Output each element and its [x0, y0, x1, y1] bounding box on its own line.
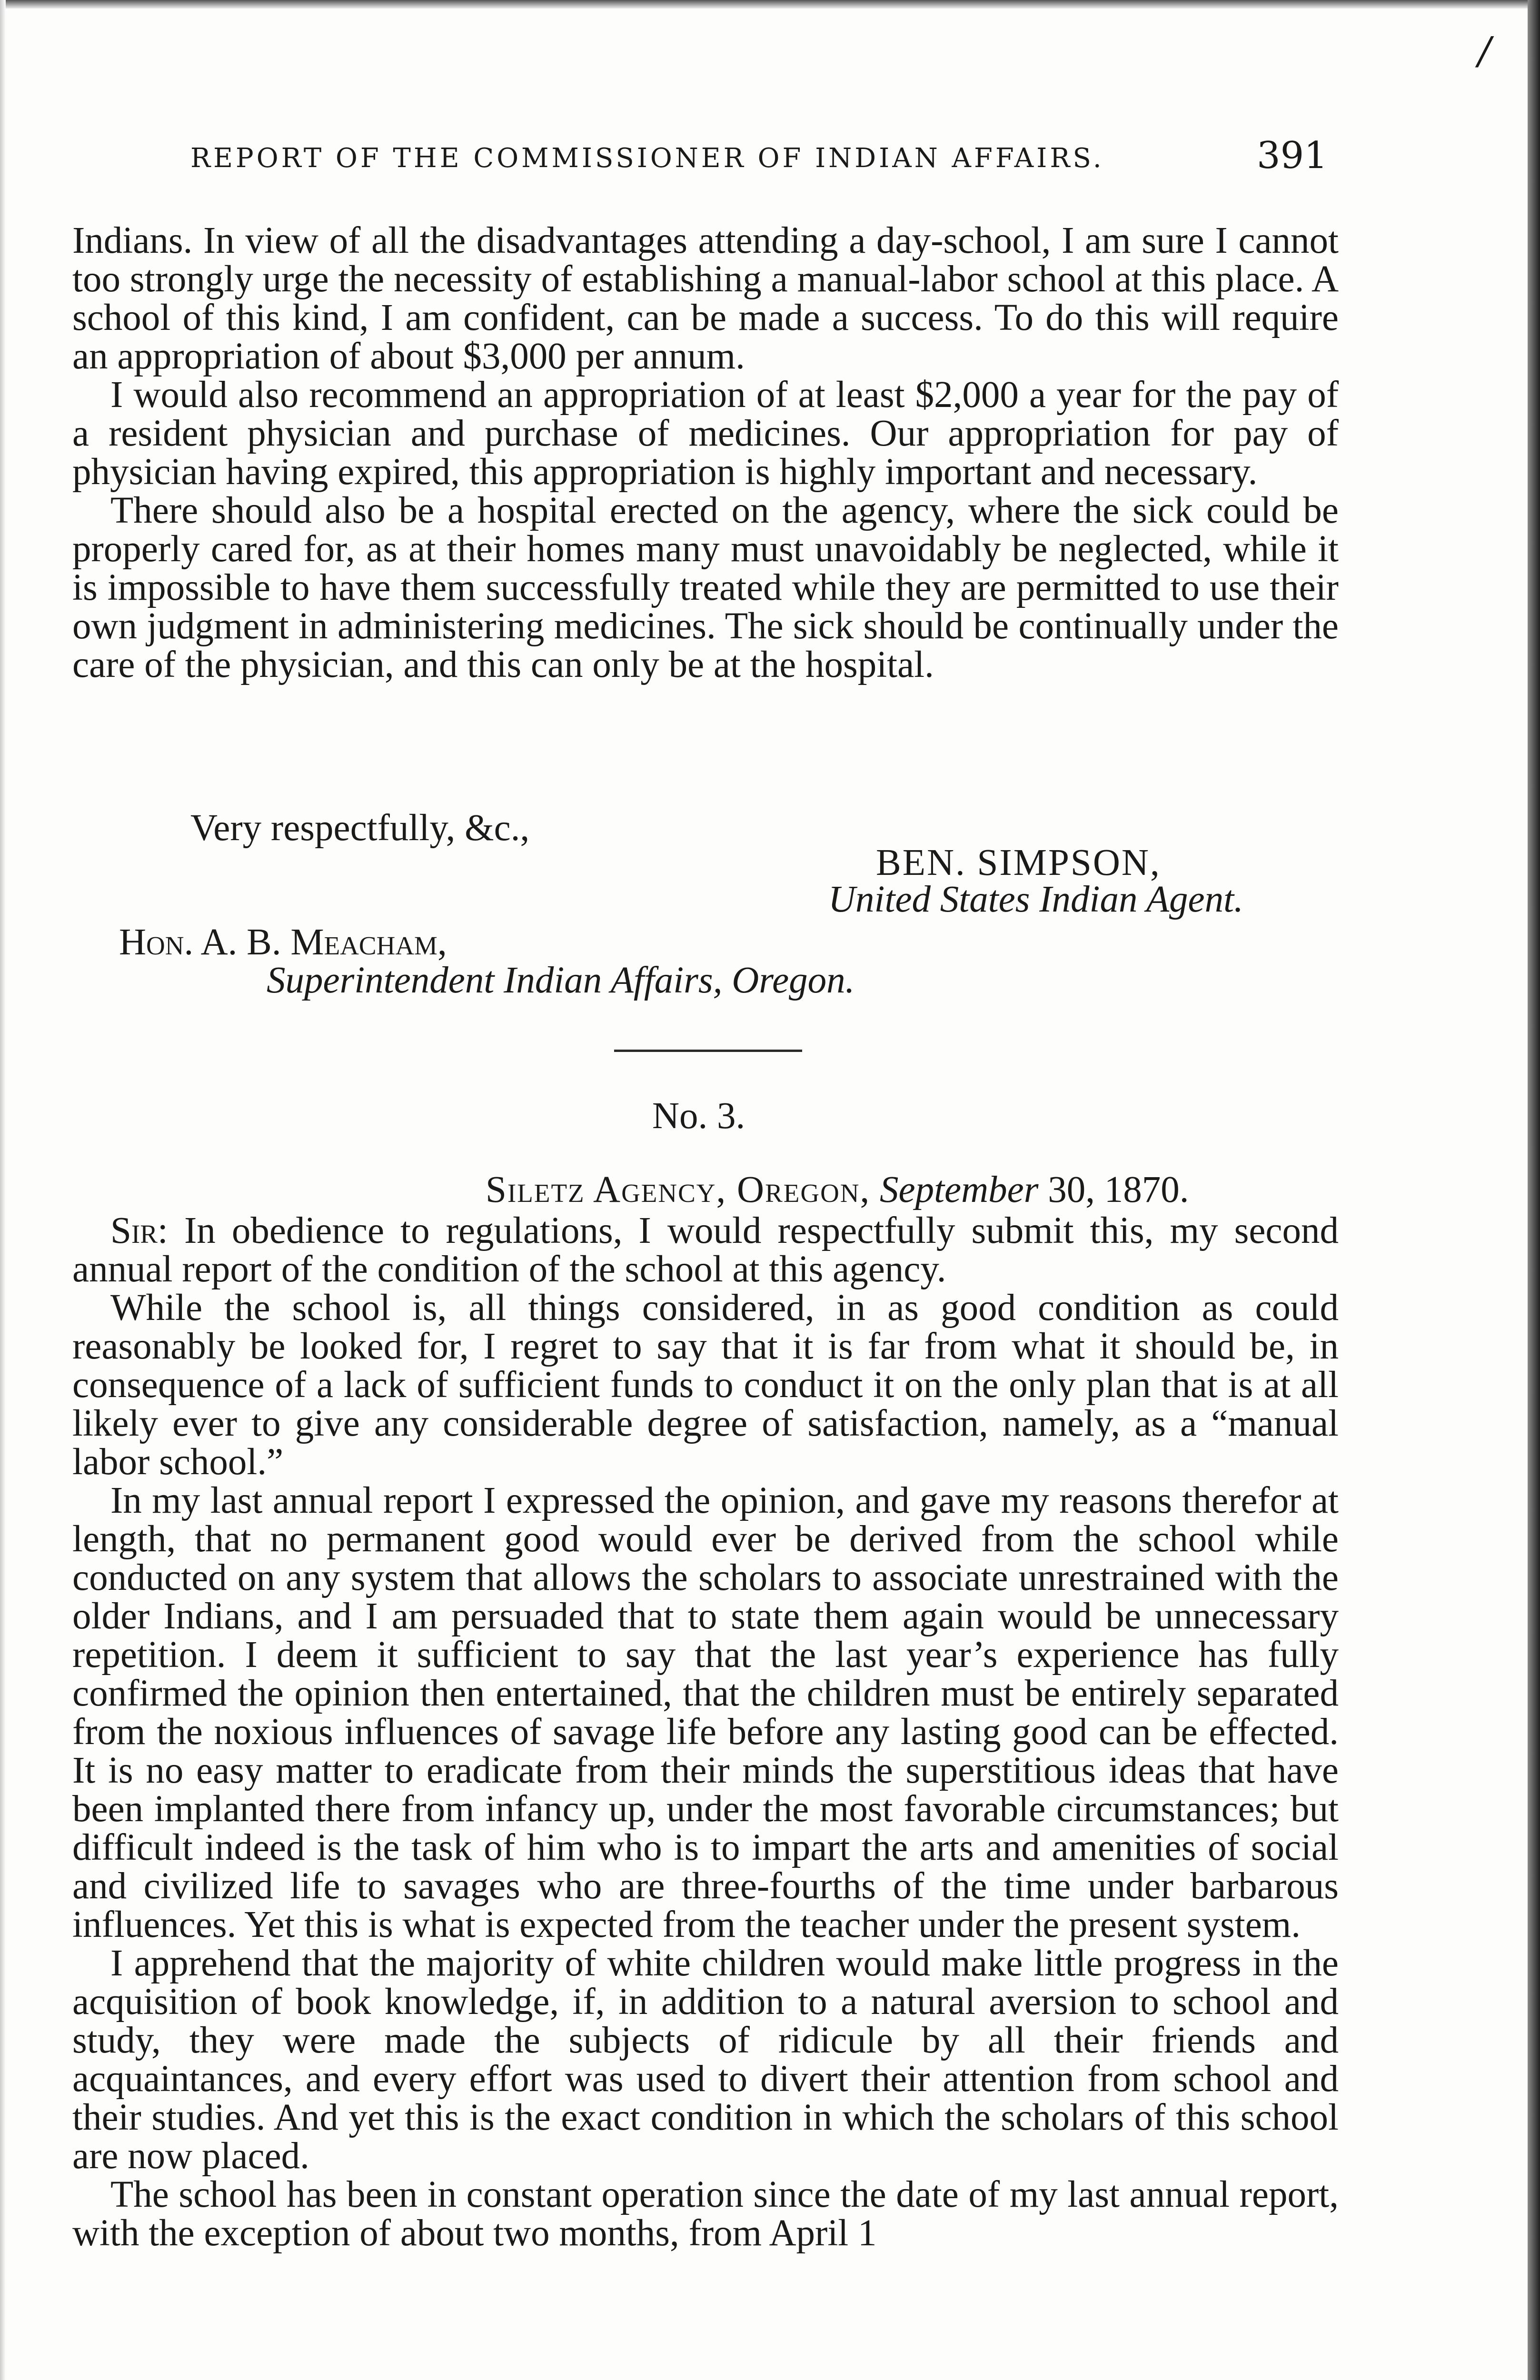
addressee-title: Superintendent Indian Affairs, Oregon. — [267, 960, 855, 1001]
letter1-body — [72, 221, 1339, 684]
paragraph: The school has been in constant operation since the date of my last annual report, with the exception of about two months, from April 1 — [72, 2174, 1339, 2254]
scan-right-edge — [1528, 0, 1540, 2380]
paragraph-text: In obedience to regulations, I would respectfully submit this, my second annual report of the condition of the school at this agency. — [72, 1210, 1339, 1290]
salutation: Sir: — [110, 1210, 168, 1251]
running-head: REPORT OF THE COMMISSIONER OF INDIAN AFFAIRS. — [190, 143, 1104, 174]
paragraph: Indians. In view of all the disadvantages attending a day-school, I am sure I cannot too strongly urge the necessity of establishing a manual-labor school at this place. A school of this kind, I am confident, can be made a success. To do this will require an appropriation of about $3,000 per annum. — [72, 220, 1339, 377]
dateline-month: September — [880, 1169, 1039, 1210]
corner-mark: / — [1478, 29, 1491, 73]
paragraph: There should also be a hospital erected on the agency, where the sick could be properly cared for, as at their homes many must unavoidably be neglected, while it is impossible to have them successfully treated while they are permitted to use their own judgment in administering medicines. The sick should be continually under the care of the physician, and this can only be at the hospital. — [72, 490, 1339, 685]
signer-name: BEN. SIMPSON, — [876, 842, 1161, 883]
scan-top-edge — [0, 0, 1540, 9]
signer-title: United States Indian Agent. — [828, 879, 1243, 920]
addressee-name: Hon. A. B. Meacham, — [119, 922, 447, 963]
closing: Very respectfully, &c., — [190, 807, 530, 849]
document-number: No. 3. — [652, 1095, 745, 1137]
paragraph — [72, 1211, 1339, 1289]
letter2-body — [72, 1211, 1339, 2252]
section-divider — [614, 1050, 802, 1052]
paragraph: While the school is, all things considered, in as good condition as could reasonably be looked for, I regret to say that it is far from what it should be, in consequence of a lack of sufficient funds to conduct it on the only plan that is at all likely ever to give any considerable degree of satisfaction, namely, as a “manual labor school.” — [72, 1287, 1339, 1483]
page-number: 391 — [1257, 134, 1328, 177]
dateline-date: 30, 1870. — [1048, 1169, 1189, 1210]
dateline-place: Siletz Agency, Oregon, — [486, 1169, 871, 1210]
dateline — [486, 1169, 1189, 1211]
paragraph: In my last annual report I expressed the opinion, and gave my reasons therefor at length, that no permanent good would ever be derived from the school while conducted on any system that allows the scholars to associate unrestrained with the older Indians, and I am persuaded that to state them again would be unnecessary repetition. I deem it sufficient to say that the last year’s experience has fully confirmed the opinion then entertained, that the children must be entirely separated from the noxious influences of savage life before any lasting good can be effected. It is no easy matter to eradicate from their minds the superstitious ideas that have been implanted there from infancy up, under the most favorable circumstances; but difficult indeed is the task of him who is to impart the arts and amenities of social and civilized life to savages who are three-fourths of the time under barbarous influences. Yet this is what is expected from the teacher under the present system. — [72, 1480, 1339, 1945]
scan-left-edge — [0, 0, 6, 2380]
paragraph: I would also recommend an appropriation of at least $2,000 a year for the pay of a resident physician and purchase of medicines. Our appropriation for pay of physician having expired, this appropriation is highly important and necessary. — [72, 374, 1339, 493]
paragraph: I apprehend that the majority of white children would make little progress in the acquisition of book knowledge, if, in addition to a natural aversion to school and study, they were made the subjects of ridicule by all their friends and acquaintances, and every effort was used to divert their attention from school and their studies. And yet this is the exact condition in which the scholars of this school are now placed. — [72, 1943, 1339, 2177]
